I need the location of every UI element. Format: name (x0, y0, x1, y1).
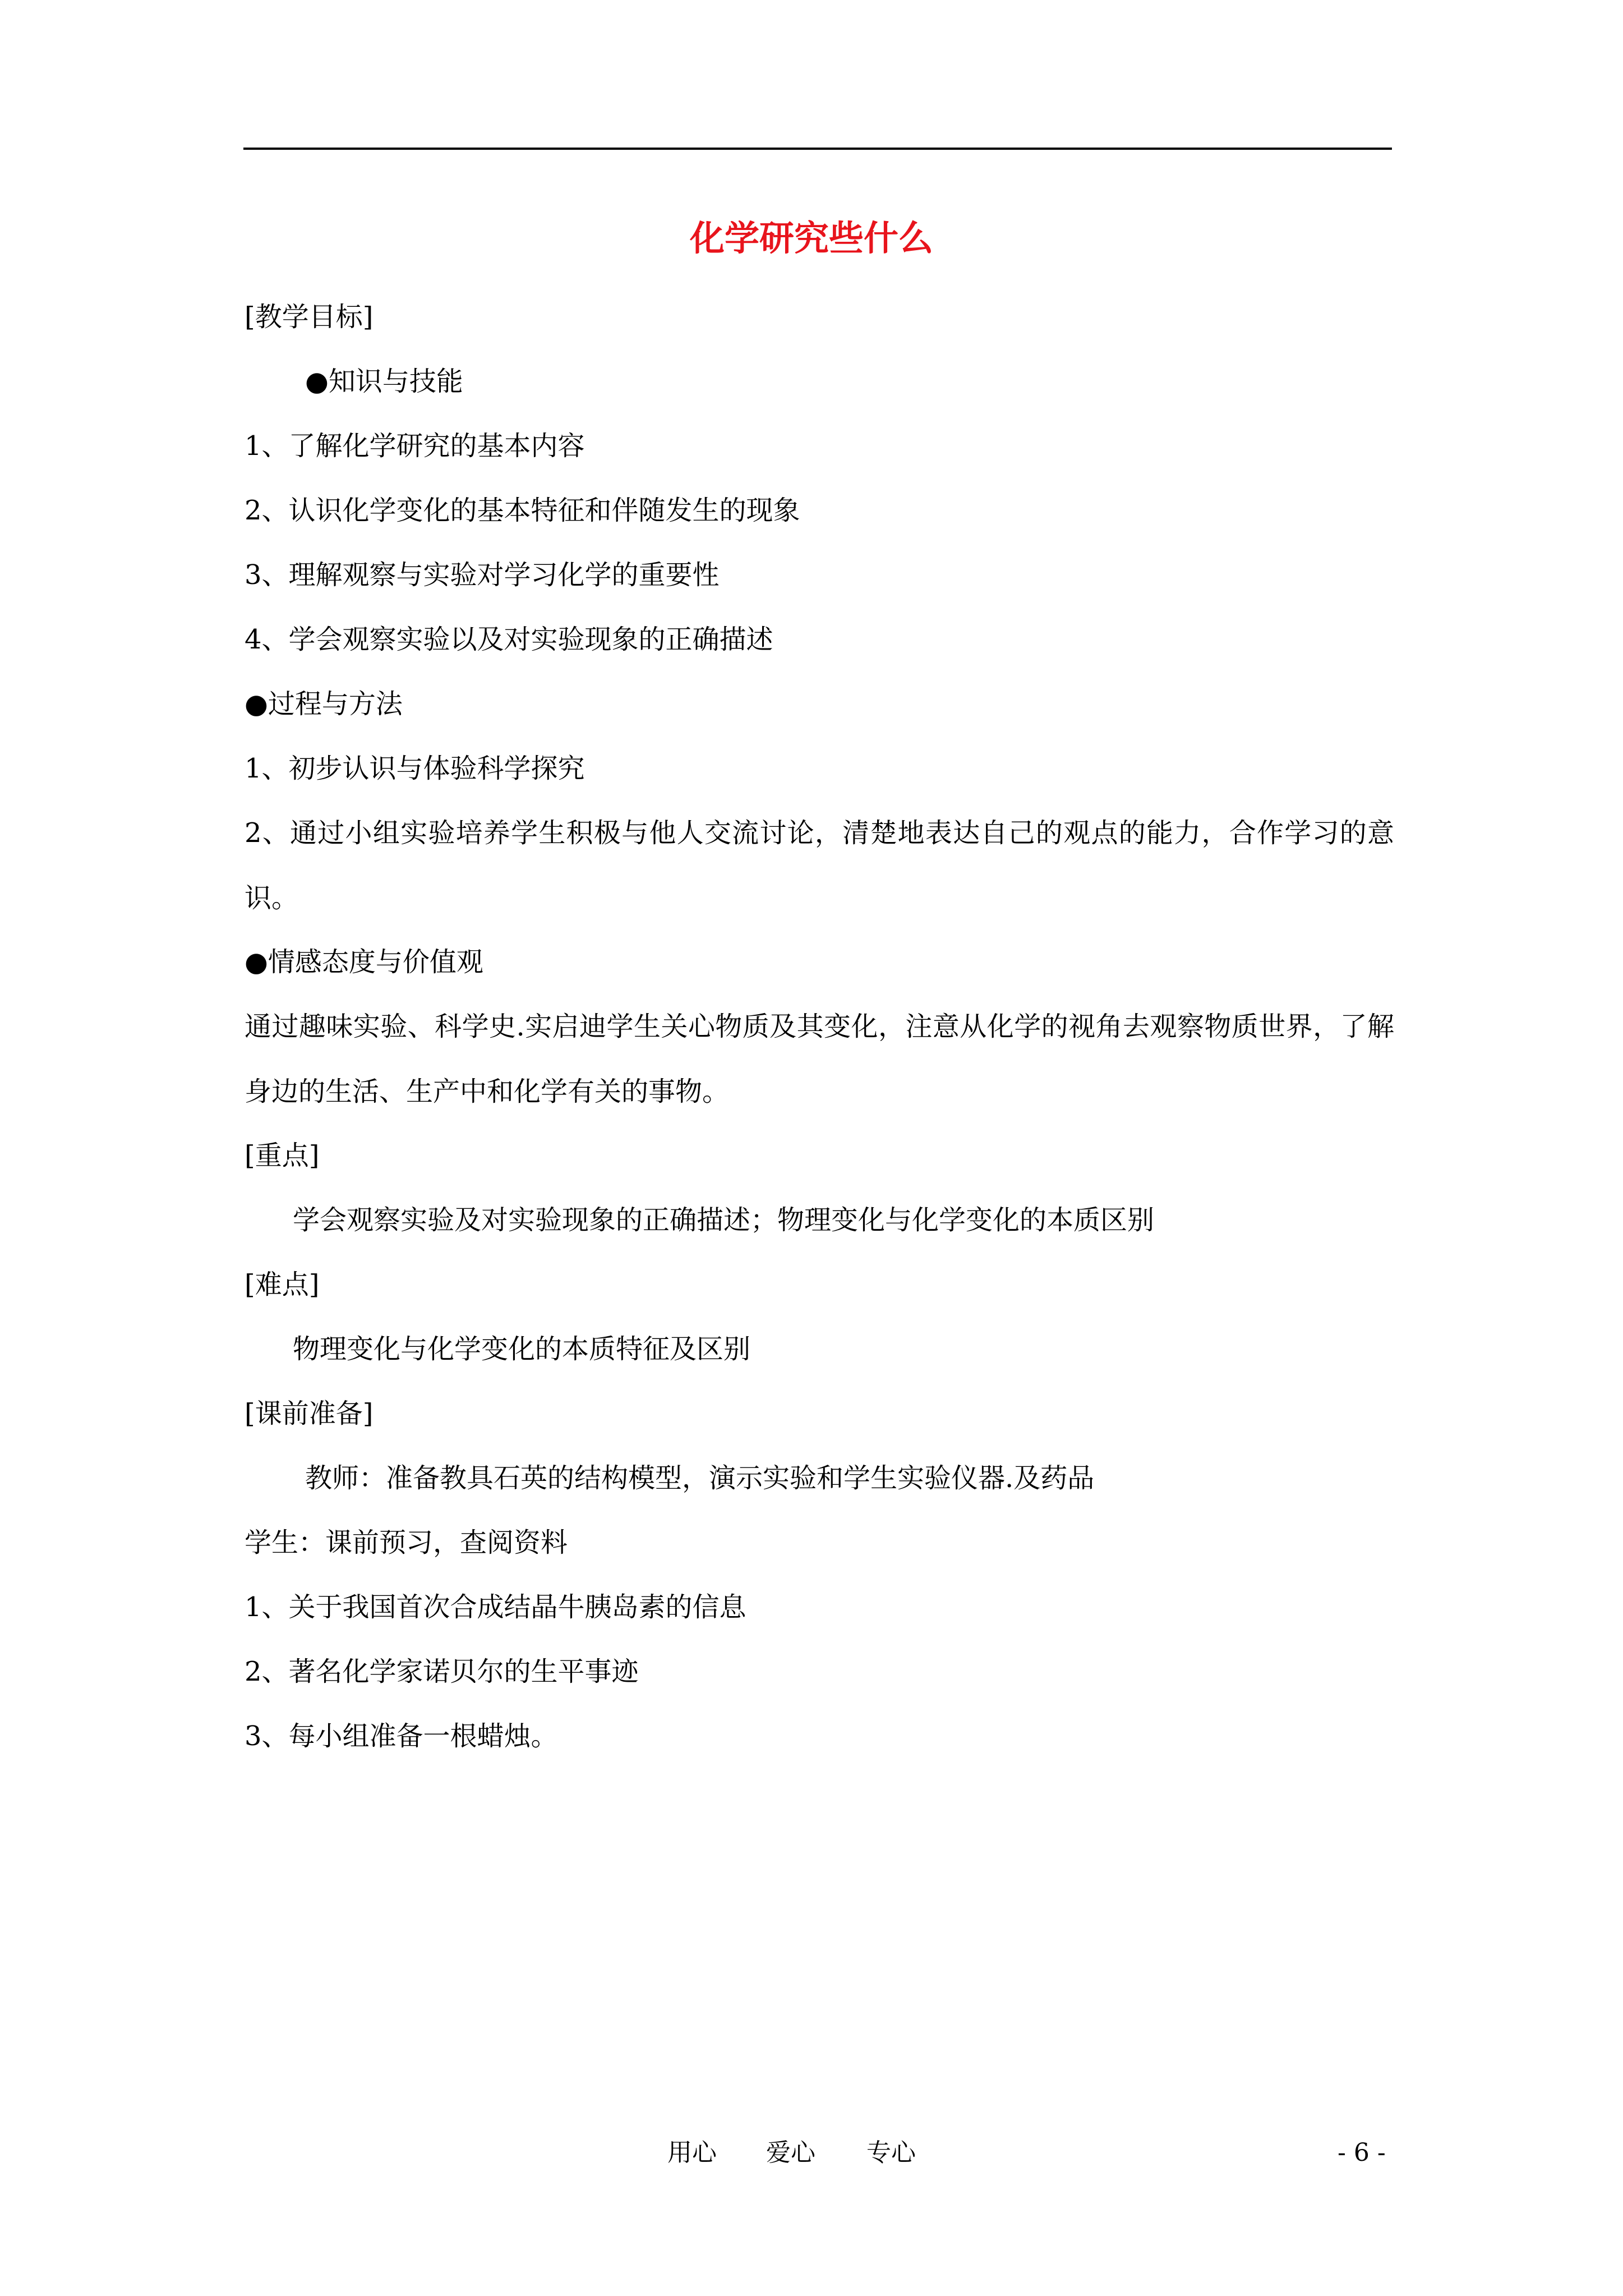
process-item: 1、初步认识与体验科学探究 (245, 753, 585, 784)
student-item: 1、关于我国首次合成结晶牛胰岛素的信息 (245, 1591, 746, 1623)
page-number: - 6 - (1338, 2138, 1386, 2167)
emotion-heading: ●情感态度与价值观 (245, 946, 483, 978)
page-title: 化学研究些什么 (689, 218, 933, 259)
knowledge-item: 3、理解观察与实验对学习化学的重要性 (245, 559, 720, 591)
footer-motto: 专心 (866, 2138, 916, 2167)
process-item: 2、通过小组实验培养学生积极与他人交流讨论，清楚地表达自己的观点的能力，合作学习的意识。 (245, 817, 1394, 914)
emotion-paragraph: 通过趣味实验、科学史.实启迪学生关心物质及其变化，注意从化学的视角去观察物质世界，了解身边的生活、生产中和化学有关的事物。 (245, 1011, 1394, 1107)
teacher-prep: 教师：准备教具石英的结构模型，演示实验和学生实验仪器.及药品 (305, 1462, 1095, 1494)
prep-heading: [课前准备] (245, 1398, 374, 1429)
knowledge-heading: ●知识与技能 (305, 366, 463, 397)
process-heading: ●过程与方法 (245, 688, 403, 720)
knowledge-item: 1、了解化学研究的基本内容 (245, 430, 585, 462)
difficult-text: 物理变化与化学变化的本质特征及区别 (293, 1333, 751, 1365)
knowledge-item: 4、学会观察实验以及对实验现象的正确描述 (245, 624, 773, 655)
footer-motto: 用心 (667, 2138, 717, 2167)
difficult-heading: [难点] (245, 1269, 320, 1300)
objectives-heading: [教学目标] (245, 301, 374, 333)
footer-motto: 爱心 (766, 2138, 815, 2167)
student-item: 2、著名化学家诺贝尔的生平事迹 (245, 1656, 639, 1687)
key-heading: [重点] (245, 1140, 320, 1171)
key-text: 学会观察实验及对实验现象的正确描述；物理变化与化学变化的本质区别 (293, 1204, 1155, 1236)
student-item: 3、每小组准备一根蜡烛。 (245, 1720, 558, 1752)
student-prep: 学生：课前预习，查阅资料 (245, 1527, 568, 1558)
knowledge-item: 2、认识化学变化的基本特征和伴随发生的现象 (245, 495, 800, 526)
header-rule (243, 148, 1392, 150)
